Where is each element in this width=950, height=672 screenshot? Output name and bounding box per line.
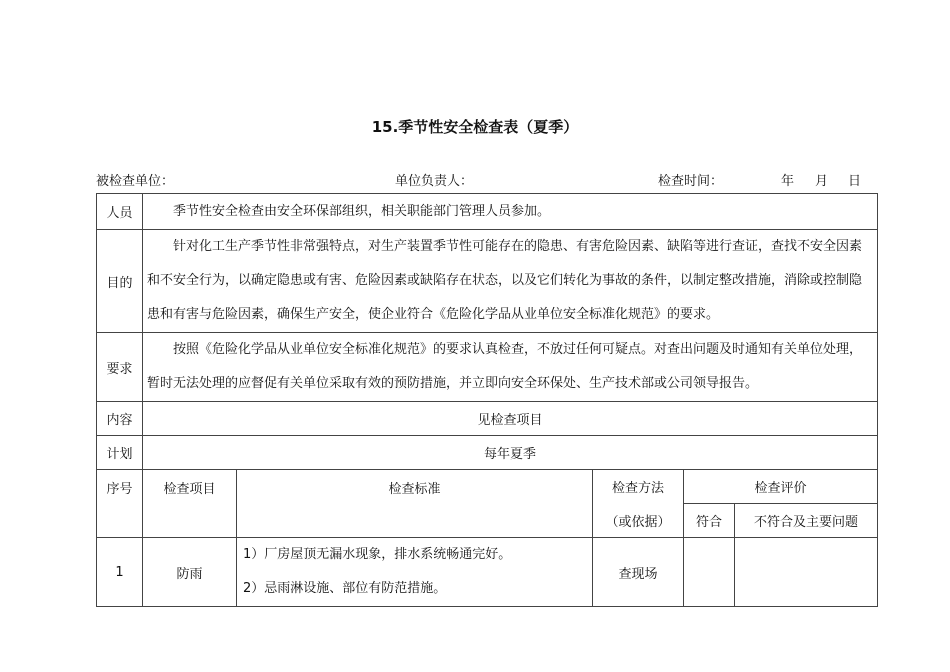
header-seq: 序号 <box>97 470 143 538</box>
item-name: 防雨 <box>143 538 237 607</box>
page-title: 15.季节性安全检查表（夏季） <box>371 118 579 136</box>
content-text: 见检查项目 <box>143 402 878 436</box>
requirement-label: 要求 <box>97 333 143 402</box>
content-row <box>97 402 878 436</box>
year-label: 年 <box>781 174 795 189</box>
item-standard-line: 1）厂房屋顶无漏水现象，排水系统畅通完好。 <box>243 547 512 562</box>
header-evaluation: 检查评价 <box>684 470 878 504</box>
requirement-text: 按照《危险化学品从业单位安全标准化规范》的要求认真检查，不放过任何可疑点。对查出问题及时通知有关单位处理，暂时无法处理的应督促有关单位采取有效的预防措施，并立即向安全环保处、生产技术部或公司领导报告。 <box>143 333 878 402</box>
personnel-label: 人员 <box>97 194 143 230</box>
check-time-label: 检查时间： <box>658 174 724 189</box>
personnel-row <box>97 194 878 230</box>
item-standard-line: 2）忌雨淋设施、部位有防范措施。 <box>243 581 447 596</box>
purpose-row <box>97 230 878 333</box>
inspection-table <box>96 193 878 607</box>
item-standards <box>237 538 593 607</box>
content-label: 内容 <box>97 402 143 436</box>
inspected-unit-label: 被检查单位： <box>96 174 175 189</box>
item-method: 查现场 <box>593 538 684 607</box>
item-conform-cell[interactable] <box>684 538 735 607</box>
header-nonconform: 不符合及主要问题 <box>735 504 878 538</box>
plan-label: 计划 <box>97 436 143 470</box>
header-standard: 检查标准 <box>237 470 593 538</box>
header-row-1 <box>97 470 878 504</box>
day-label: 日 <box>848 174 862 189</box>
item-nonconform-cell[interactable] <box>735 538 878 607</box>
header-method-line1: 检查方法 <box>593 470 684 504</box>
header-item: 检查项目 <box>143 470 237 538</box>
header-conform: 符合 <box>684 504 735 538</box>
header-method-line2: （或依据） <box>593 504 684 538</box>
plan-row <box>97 436 878 470</box>
personnel-text: 季节性安全检查由安全环保部组织，相关职能部门管理人员参加。 <box>143 194 878 230</box>
table-row <box>97 538 878 607</box>
item-seq: 1 <box>97 538 143 607</box>
purpose-label: 目的 <box>97 230 143 333</box>
unit-leader-label: 单位负责人： <box>395 174 474 189</box>
plan-text: 每年夏季 <box>143 436 878 470</box>
purpose-text: 针对化工生产季节性非常强特点，对生产装置季节性可能存在的隐患、有害危险因素、缺陷等进行查证，查找不安全因素和不安全行为，以确定隐患或有害、危险因素或缺陷存在状态，以及它们转化为事故的条件，以制定整改措施，消除或控制隐患和有害与危险因素，确保生产安全，使企业符合《危险化学品从业单位安全标准化规范》的要求。 <box>143 230 878 333</box>
month-label: 月 <box>815 174 829 189</box>
requirement-row <box>97 333 878 402</box>
